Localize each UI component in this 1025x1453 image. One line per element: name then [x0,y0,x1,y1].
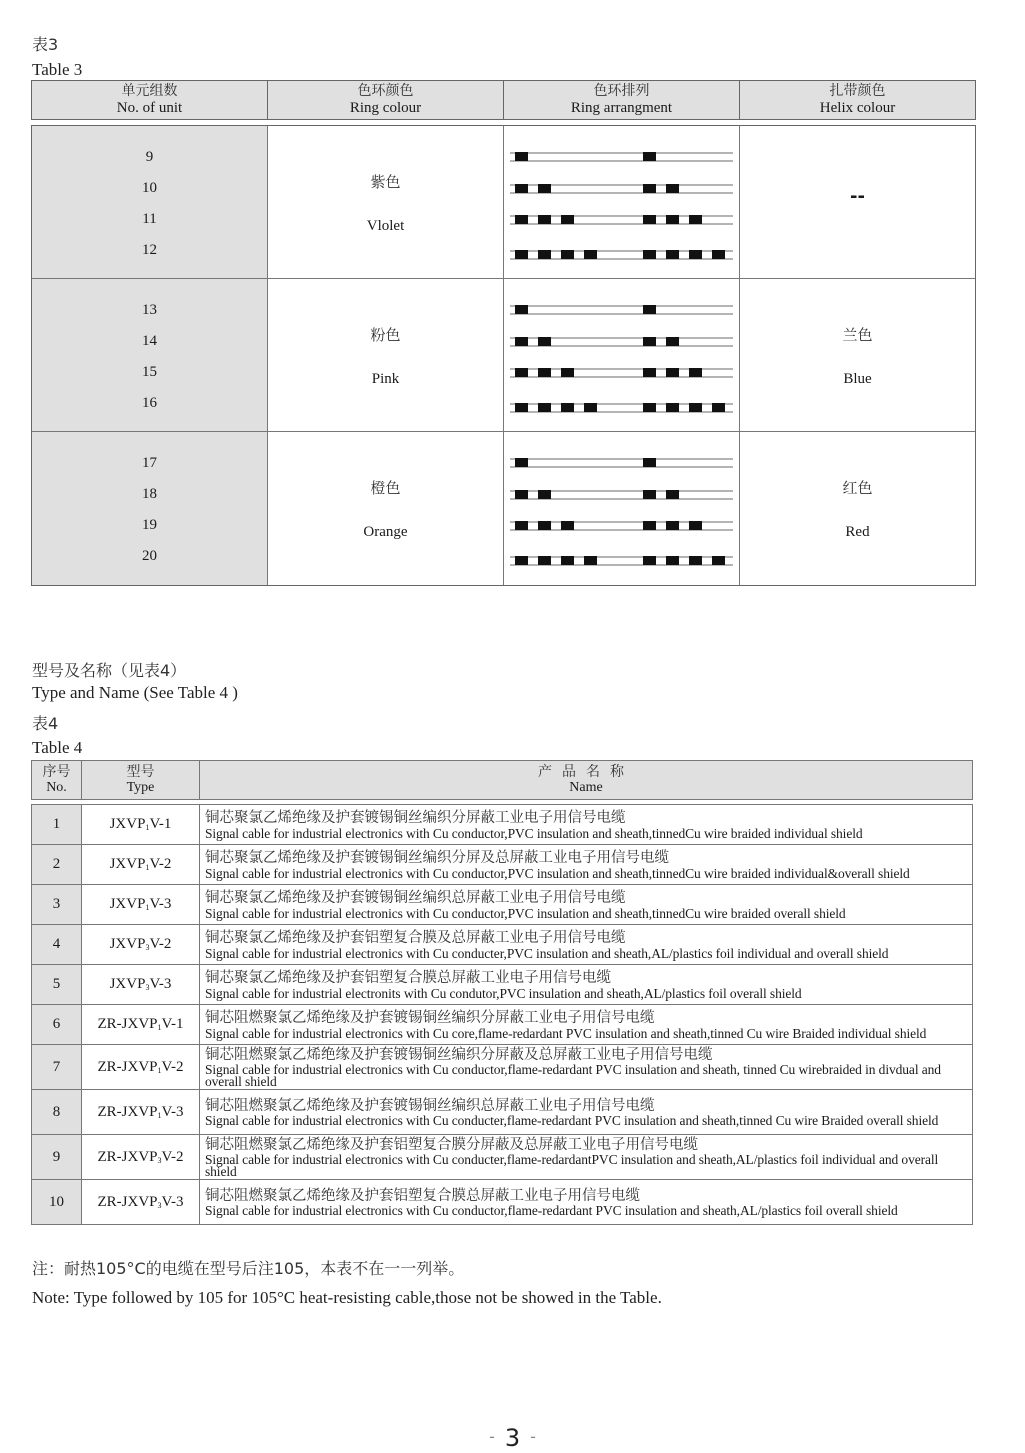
ring-colour-en: Pink [371,371,400,387]
type-prefix: ZR-JXVP [97,1016,158,1032]
colour-ring-mark [515,184,528,193]
unit-number: 10 [142,180,157,196]
header-type-cn: 型号 [126,764,155,780]
name-cn: 铜芯聚氯乙烯绝缘及护套铝塑复合膜总屏蔽工业电子用信号电缆 [205,969,611,986]
colour-ring-mark [666,337,679,346]
header-label-cn: 色环排列 [593,83,650,99]
type-prefix: ZR-JXVP [97,1148,158,1165]
row-no: 3 [32,885,82,925]
colour-ring-mark [643,337,656,346]
type-suffix: V-2 [161,1058,184,1075]
colour-ring-mark [689,250,702,259]
table3-caption-en: Table 3 [32,60,83,79]
colour-ring-mark [643,215,656,224]
row-type [82,1180,200,1225]
header-label-cn: 色环颜色 [357,83,414,99]
page-number [0,1424,1025,1452]
colour-ring-mark [538,368,551,377]
colour-ring-mark [538,490,551,499]
name-en: Signal cable for industrial electronics with Cu conducter,flame-redardantPVC insulation and sheath,AL/plastics foil individual and overall shield [205,1151,939,1179]
row-name [200,1005,973,1045]
colour-ring-mark [584,556,597,565]
ring-colour-cell [268,279,504,431]
unit-cell [32,432,268,585]
table4-row [32,805,973,845]
colour-ring-mark [643,458,656,467]
row-type [82,965,200,1005]
page-dash-right: - [530,1427,536,1446]
section-title-cn: 型号及名称（见表4） [32,661,187,680]
colour-ring-mark [561,368,574,377]
colour-ring-mark [515,521,528,530]
header-label-en: Helix colour [819,100,896,116]
name-en: Signal cable for industrial electronics with Cu core,flame-redardant PVC insulation and sheath,tinned Cu wire Braided individual shield [205,1025,927,1041]
header-name [200,761,973,800]
unit-number: 20 [142,548,157,564]
colour-ring-mark [515,458,528,467]
table3-group [32,126,975,279]
type-subscript: 1 [157,1110,162,1120]
helix-colour-cell [740,279,975,431]
header-ring-colour [268,81,504,119]
header-ring-arrangement [504,81,740,119]
unit-number: 11 [142,211,157,227]
unit-number: 14 [142,333,157,349]
type-prefix: ZR-JXVP [97,1058,158,1075]
name-cn: 铜芯聚氯乙烯绝缘及护套铝塑复合膜及总屏蔽工业电子用信号电缆 [205,929,626,946]
type-prefix: JXVP [109,856,146,872]
colour-ring-mark [643,305,656,314]
row-no: 9 [32,1135,82,1180]
ring-colour-cn: 粉色 [370,326,401,344]
colour-ring-mark [561,556,574,565]
colour-ring-mark [561,521,574,530]
type-prefix: JXVP [109,896,146,912]
header-label-en: Ring colour [349,100,422,116]
header-type-en: Type [126,780,155,795]
name-en: Signal cable for industrial electronics with Cu conducter,flame-redardant PVC insulation and sheath,tinned Cu wire Braided overall shield [205,1112,939,1128]
table4-row [32,1135,973,1180]
name-en: Signal cable for industrial electronics with Cu conductor,flame-redardant PVC insulation and sheath,AL/plastics foil overall shield [205,1202,898,1218]
unit-cell [32,279,268,431]
type-suffix: V-3 [149,976,172,992]
table4-row [32,1090,973,1135]
row-no: 5 [32,965,82,1005]
colour-ring-mark [712,250,725,259]
header-helix-colour [740,81,975,119]
colour-ring-mark [538,215,551,224]
type-subscript: 1 [157,1065,162,1075]
ring-arrangement-cell [504,432,740,585]
table4-header-row [32,761,973,800]
header-no-cn: 序号 [42,764,71,780]
table3-group [32,432,975,585]
table3-body [31,125,976,586]
ring-arrangement-diagram [504,432,740,584]
colour-ring-mark [561,403,574,412]
row-no: 10 [32,1180,82,1225]
table4-row [32,1045,973,1090]
colour-ring-mark [515,215,528,224]
type-prefix: ZR-JXVP [97,1103,158,1120]
colour-ring-mark [515,250,528,259]
colour-ring-mark [538,556,551,565]
type-subscript: 1 [145,863,150,872]
table4-caption-cn: 表4 [32,714,59,733]
row-no: 7 [32,1045,82,1090]
colour-ring-mark [689,403,702,412]
header-name-en: Name [569,780,603,795]
colour-ring-mark [666,556,679,565]
name-en: Signal cable for industrial electronics with Cu conducter,PVC insulation and sheath,AL/plastics foil individual and overall shield [205,945,889,961]
type-suffix: V-1 [161,1016,184,1032]
colour-ring-mark [584,250,597,259]
colour-ring-mark [643,250,656,259]
ring-arrangement-diagram [504,126,740,278]
row-name [200,805,973,845]
colour-ring-mark [666,521,679,530]
colour-ring-mark [515,403,528,412]
unit-number: 15 [142,364,157,380]
ring-arrangement-cell [504,279,740,431]
row-name [200,1135,973,1180]
colour-ring-mark [561,215,574,224]
colour-ring-mark [515,305,528,314]
colour-ring-mark [515,337,528,346]
ring-colour-cell [268,432,504,585]
helix-colour-en: Blue [843,371,872,387]
page-dash-left: - [489,1427,495,1446]
type-subscript: 3 [145,983,150,992]
colour-ring-mark [515,152,528,161]
colour-ring-mark [538,521,551,530]
helix-colour-cell [740,432,975,585]
row-name [200,845,973,885]
colour-ring-mark [584,403,597,412]
row-no: 4 [32,925,82,965]
unit-number: 12 [142,242,157,258]
header-name-cn: 产品名称 [538,764,634,780]
name-cn: 铜芯阻燃聚氯乙烯绝缘及护套铝塑复合膜分屏蔽及总屏蔽工业电子用信号电缆 [205,1136,698,1153]
unit-cell [32,126,268,278]
header-no-of-unit [32,81,268,119]
note-cn: 注：耐热105°C的电缆在型号后注105，本表不在一一列举。 [32,1259,465,1278]
colour-ring-mark [712,556,725,565]
ring-arrangement-diagram [504,279,740,431]
row-name [200,1090,973,1135]
colour-ring-mark [689,215,702,224]
table4-row [32,1180,973,1225]
type-suffix: V-2 [149,856,172,872]
header-label-cn: 扎带颜色 [829,83,886,99]
colour-ring-mark [689,368,702,377]
name-cn: 铜芯聚氯乙烯绝缘及护套镀锡铜丝编织总屏蔽工业电子用信号电缆 [205,889,626,906]
ring-colour-cn: 橙色 [370,479,401,497]
table4-row [32,845,973,885]
colour-ring-mark [643,403,656,412]
name-en: Signal cable for industrial electronics with Cu conductor,PVC insulation and sheath,tinnedCu wire braided individual shield [205,825,863,841]
colour-ring-mark [538,337,551,346]
type-suffix: V-3 [149,896,172,912]
row-type [82,1005,200,1045]
type-subscript: 3 [145,943,150,952]
type-subscript: 1 [145,823,150,832]
ring-colour-en: Vlolet [366,218,405,234]
type-subscript: 3 [157,1200,162,1210]
name-en: Signal cable for industrial electronics with Cu conductor,flame-redardant PVC insulation and sheath, tinned Cu wirebraided in divdual and overall shield [205,1061,941,1089]
colour-ring-mark [666,368,679,377]
name-cn: 铜芯阻燃聚氯乙烯绝缘及护套镀锡铜丝编织总屏蔽工业电子用信号电缆 [205,1097,655,1114]
unit-number: 18 [142,486,157,502]
type-prefix: JXVP [109,936,146,952]
type-prefix: ZR-JXVP [97,1193,158,1210]
type-prefix: JXVP [109,976,146,992]
table4-row [32,965,973,1005]
colour-ring-mark [538,250,551,259]
table4-row [32,1005,973,1045]
row-type [82,845,200,885]
unit-number: 13 [142,302,157,318]
row-type [82,1135,200,1180]
row-name [200,1045,973,1090]
colour-ring-mark [538,403,551,412]
name-cn: 铜芯聚氯乙烯绝缘及护套镀锡铜丝编织分屏及总屏蔽工业电子用信号电缆 [205,849,669,866]
type-prefix: JXVP [109,816,146,832]
colour-ring-mark [666,215,679,224]
row-no: 2 [32,845,82,885]
ring-arrangement-cell [504,126,740,278]
type-subscript: 3 [157,1155,162,1165]
colour-ring-mark [712,403,725,412]
helix-colour-cn: 兰色 [842,326,873,344]
type-subscript: 1 [145,903,150,912]
table3-group [32,279,975,432]
unit-number: 9 [145,149,154,165]
name-cn: 铜芯阻燃聚氯乙烯绝缘及护套铝塑复合膜总屏蔽工业电子用信号电缆 [205,1187,640,1204]
page-number-value: 3 [504,1424,521,1452]
table3-caption-cn: 表3 [32,35,59,54]
colour-ring-mark [689,556,702,565]
colour-ring-mark [643,521,656,530]
ring-colour-cn: 紫色 [370,173,401,191]
row-type [82,1045,200,1090]
colour-ring-mark [538,184,551,193]
colour-ring-mark [666,184,679,193]
type-suffix: V-1 [149,816,172,832]
type-subscript: 1 [157,1023,162,1032]
header-type [82,761,200,800]
unit-number: 19 [142,517,157,533]
table4 [31,760,973,1225]
colour-ring-mark [643,184,656,193]
section-title-en: Type and Name (See Table 4 ) [32,683,238,702]
note-en: Note: Type followed by 105 for 105°C heat-resisting cable,those not be showed in the Table. [32,1288,662,1307]
type-suffix: V-3 [161,1193,184,1210]
unit-number: 17 [142,455,157,471]
row-name [200,965,973,1005]
helix-colour-cell [740,126,975,278]
unit-number: 16 [142,395,157,411]
row-type [82,1090,200,1135]
colour-ring-mark [666,250,679,259]
name-en: Signal cable for industrial electronits with Cu condutor,PVC insulation and sheath,AL/plastics foil overall shield [205,985,802,1001]
row-no: 8 [32,1090,82,1135]
table4-row [32,885,973,925]
name-en: Signal cable for industrial electronics with Cu conductor,PVC insulation and sheath,tinnedCu wire braided individual&overall shield [205,865,910,881]
row-name [200,925,973,965]
colour-ring-mark [689,521,702,530]
helix-colour-en: Red [845,524,870,540]
colour-ring-mark [561,250,574,259]
row-type [82,805,200,845]
table4-caption-en: Table 4 [32,738,83,757]
header-label-cn: 单元组数 [121,83,178,99]
row-no: 6 [32,1005,82,1045]
colour-ring-mark [643,556,656,565]
ring-colour-en: Orange [363,524,408,540]
colour-ring-mark [643,490,656,499]
row-name [200,1180,973,1225]
row-type [82,925,200,965]
helix-none-dash: -- [850,186,865,207]
ring-colour-cell [268,126,504,278]
row-no: 1 [32,805,82,845]
colour-ring-mark [643,368,656,377]
type-suffix: V-2 [149,936,172,952]
name-en: Signal cable for industrial electronics with Cu conductor,PVC insulation and sheath,tinnedCu wire braided overall shield [205,905,846,921]
row-type [82,885,200,925]
type-suffix: V-3 [161,1103,184,1120]
table4-row [32,925,973,965]
name-cn: 铜芯阻燃聚氯乙烯绝缘及护套镀锡铜丝编织分屏蔽工业电子用信号电缆 [205,1009,655,1026]
header-no [32,761,82,800]
colour-ring-mark [643,152,656,161]
colour-ring-mark [515,490,528,499]
name-cn: 铜芯聚氯乙烯绝缘及护套镀锡铜丝编织分屏蔽工业电子用信号电缆 [205,809,626,826]
table3-header [31,80,976,120]
name-cn: 铜芯阻燃聚氯乙烯绝缘及护套镀锡铜丝编织分屏蔽及总屏蔽工业电子用信号电缆 [205,1046,713,1063]
helix-colour-cn: 红色 [842,479,873,497]
header-label-en: Ring arrangment [570,100,673,116]
type-suffix: V-2 [161,1148,184,1165]
colour-ring-mark [666,403,679,412]
colour-ring-mark [515,368,528,377]
header-label-en: No. of unit [116,100,183,116]
row-name [200,885,973,925]
colour-ring-mark [666,490,679,499]
header-no-en: No. [46,780,67,795]
colour-ring-mark [515,556,528,565]
